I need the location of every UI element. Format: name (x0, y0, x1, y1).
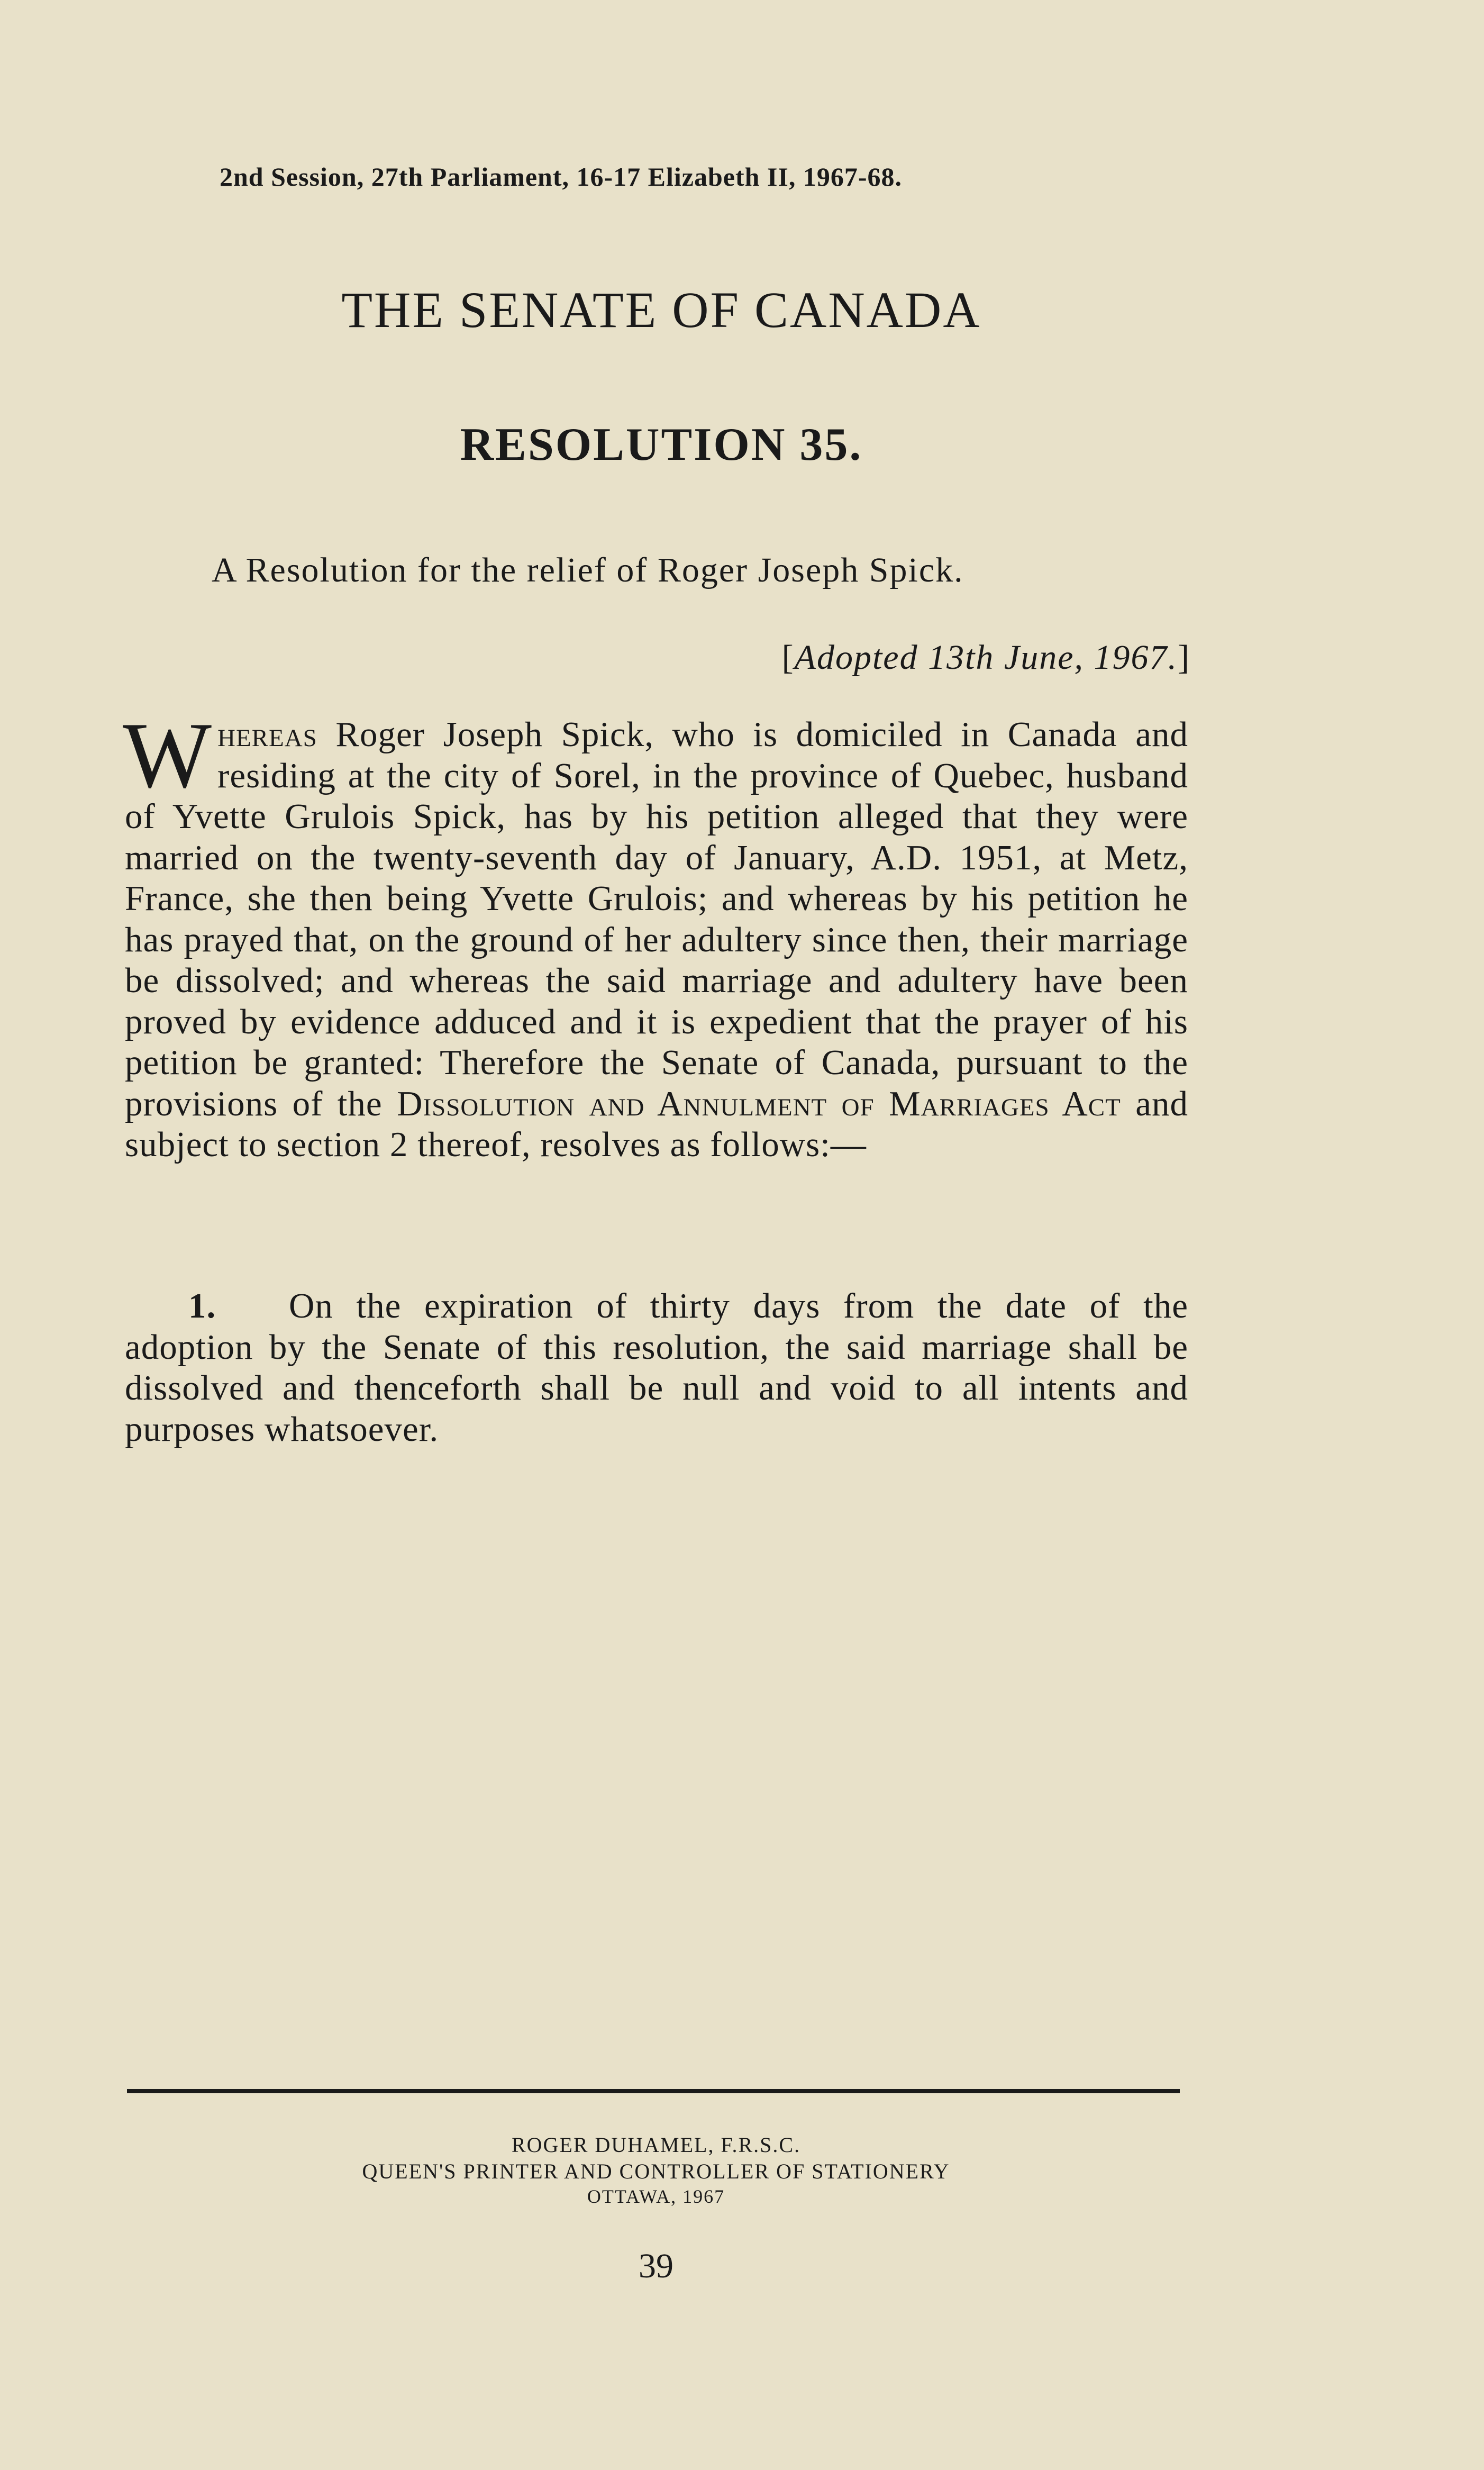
adoption-bracket-close: ] (1178, 638, 1190, 677)
printer-name: ROGER DUHAMEL, F.R.S.C. (511, 2133, 801, 2157)
footer-rule (127, 2089, 1180, 2093)
printer-title: QUEEN'S PRINTER AND CONTROLLER OF STATIONERY (362, 2159, 950, 2183)
printer-location: OTTAWA, 1967 (587, 2186, 725, 2207)
session-header: 2nd Session, 27th Parliament, 16-17 Elizabeth II, 1967-68. (220, 162, 903, 192)
preamble-paragraph (123, 703, 1188, 1166)
drop-cap: W (123, 703, 213, 807)
resolution-title: RESOLUTION 35. (460, 419, 863, 470)
adoption-date (782, 638, 1190, 678)
preamble-text-part1: Roger Joseph Spick, who is domiciled in Canada and residing at the city of Sorel, in the province of Quebec, husband of Yvette Grulois Spick, has by his petition alleged that they were married on the twenty-seventh day of January, A.D. 1951, at Metz, France, she then being Yvette Grulois; and whereas by his petition he has prayed that, on the ground of her adultery since then, their marriage be dissolved; and whereas the said marriage and adultery have been proved by evidence adduced and it is expedient that the prayer of his petition be granted: Therefore the Senate of Canada, pursuant to the provisions of the (125, 715, 1188, 1123)
preamble-lead-word: hereas (217, 715, 317, 754)
clause-number: 1. (188, 1286, 216, 1325)
clause-text: On the expiration of thirty days from the date of the adoption by the Senate of this resolution, the said marriage shall be dissolved and thenceforth shall be null and void to all intents and purposes whatsoever. (125, 1286, 1188, 1449)
adoption-date-text: Adopted 13th June, 1967. (794, 638, 1178, 677)
page-number: 39 (639, 2247, 673, 2285)
preamble-text-part2: and subject to section 2 thereof, resolves as follows:— (125, 1084, 1188, 1164)
clause-1 (125, 1286, 1188, 1450)
act-name: Dissolution and Annulment of Marriages Act (397, 1084, 1121, 1123)
resolution-subtitle: A Resolution for the relief of Roger Joseph Spick. (212, 551, 964, 589)
senate-title: THE SENATE OF CANADA (341, 281, 981, 338)
adoption-bracket-open: [ (781, 638, 795, 677)
